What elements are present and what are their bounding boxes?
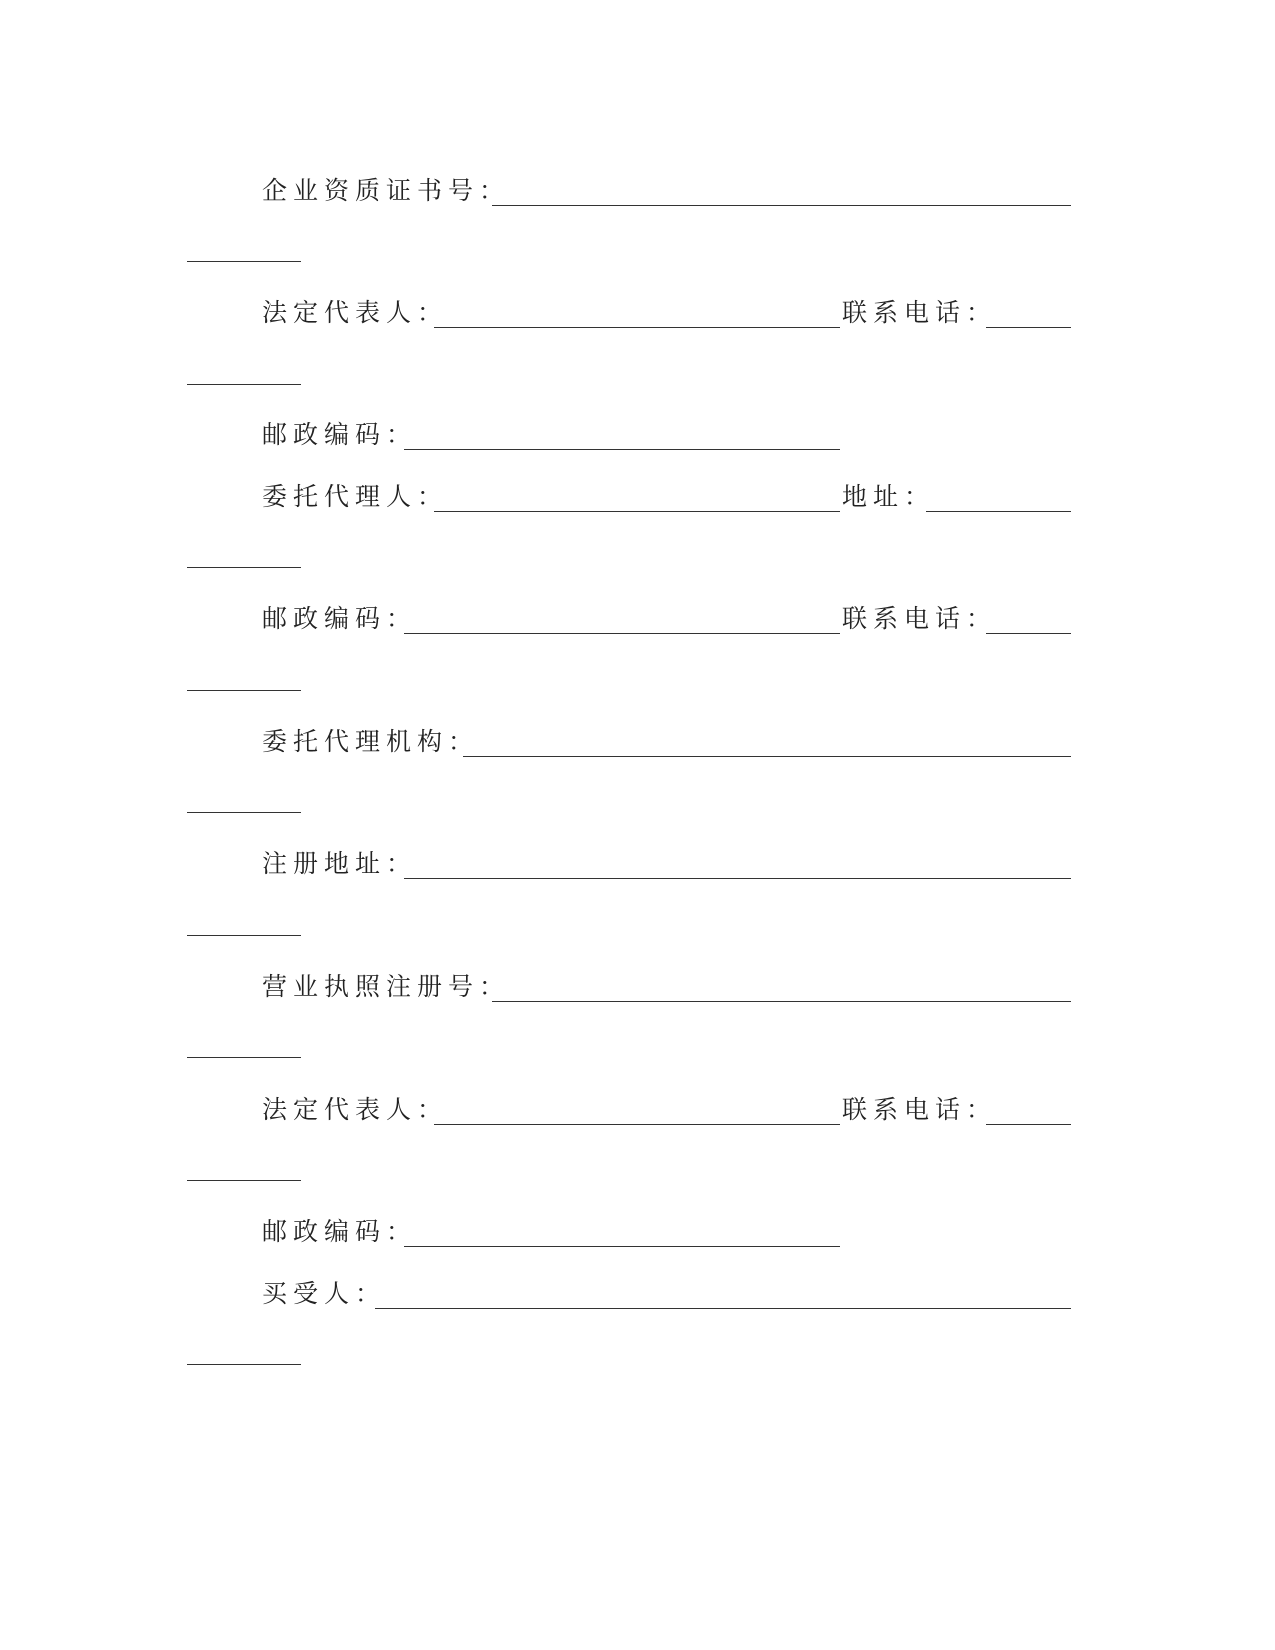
fill-blank[interactable] bbox=[986, 633, 1071, 634]
field-label: 买受人： bbox=[262, 1279, 387, 1308]
form-row-cert-number bbox=[0, 174, 1275, 208]
fill-blank[interactable] bbox=[404, 1246, 840, 1247]
form-row-legal-rep bbox=[0, 296, 1275, 330]
fill-blank-continuation[interactable] bbox=[187, 567, 301, 568]
fill-blank[interactable] bbox=[375, 1308, 1071, 1309]
field-label: 地址： bbox=[842, 482, 936, 511]
fill-blank-continuation[interactable] bbox=[187, 812, 301, 813]
fill-blank[interactable] bbox=[434, 327, 840, 328]
form-row-license-number bbox=[0, 970, 1275, 1004]
fill-blank[interactable] bbox=[986, 327, 1071, 328]
fill-blank[interactable] bbox=[434, 511, 840, 512]
fill-blank[interactable] bbox=[986, 1124, 1071, 1125]
field-label: 委托代理机构： bbox=[262, 727, 480, 756]
form-row-registered-address bbox=[0, 847, 1275, 881]
fill-blank-continuation[interactable] bbox=[187, 935, 301, 936]
field-label: 联系电话： bbox=[842, 298, 998, 327]
form-row-postcode-2 bbox=[0, 1215, 1275, 1249]
field-label: 法定代表人： bbox=[262, 1095, 449, 1124]
field-label: 注册地址： bbox=[262, 849, 418, 878]
field-label: 企业资质证书号： bbox=[262, 176, 511, 205]
fill-blank-continuation[interactable] bbox=[187, 1180, 301, 1181]
form-row-buyer bbox=[0, 1277, 1275, 1311]
fill-blank[interactable] bbox=[926, 511, 1071, 512]
fill-blank-continuation[interactable] bbox=[187, 261, 301, 262]
field-label: 委托代理人： bbox=[262, 482, 449, 511]
form-row-postcode bbox=[0, 418, 1275, 452]
field-label: 联系电话： bbox=[842, 604, 998, 633]
fill-blank[interactable] bbox=[404, 633, 840, 634]
fill-blank[interactable] bbox=[434, 1124, 840, 1125]
field-label: 营业执照注册号： bbox=[262, 972, 511, 1001]
fill-blank[interactable] bbox=[463, 756, 1071, 757]
fill-blank[interactable] bbox=[492, 1001, 1071, 1002]
form-row-postcode-phone bbox=[0, 602, 1275, 636]
fill-blank-continuation[interactable] bbox=[187, 384, 301, 385]
field-label: 法定代表人： bbox=[262, 298, 449, 327]
field-label: 联系电话： bbox=[842, 1095, 998, 1124]
form-row-legal-rep-2 bbox=[0, 1093, 1275, 1127]
field-label: 邮政编码： bbox=[262, 604, 418, 633]
field-label: 邮政编码： bbox=[262, 1217, 418, 1246]
fill-blank-continuation[interactable] bbox=[187, 1364, 301, 1365]
fill-blank[interactable] bbox=[404, 878, 1071, 879]
fill-blank-continuation[interactable] bbox=[187, 690, 301, 691]
field-label: 邮政编码： bbox=[262, 420, 418, 449]
form-row-agent bbox=[0, 480, 1275, 514]
fill-blank[interactable] bbox=[492, 205, 1071, 206]
fill-blank-continuation[interactable] bbox=[187, 1057, 301, 1058]
fill-blank[interactable] bbox=[404, 449, 840, 450]
form-row-agency bbox=[0, 725, 1275, 759]
